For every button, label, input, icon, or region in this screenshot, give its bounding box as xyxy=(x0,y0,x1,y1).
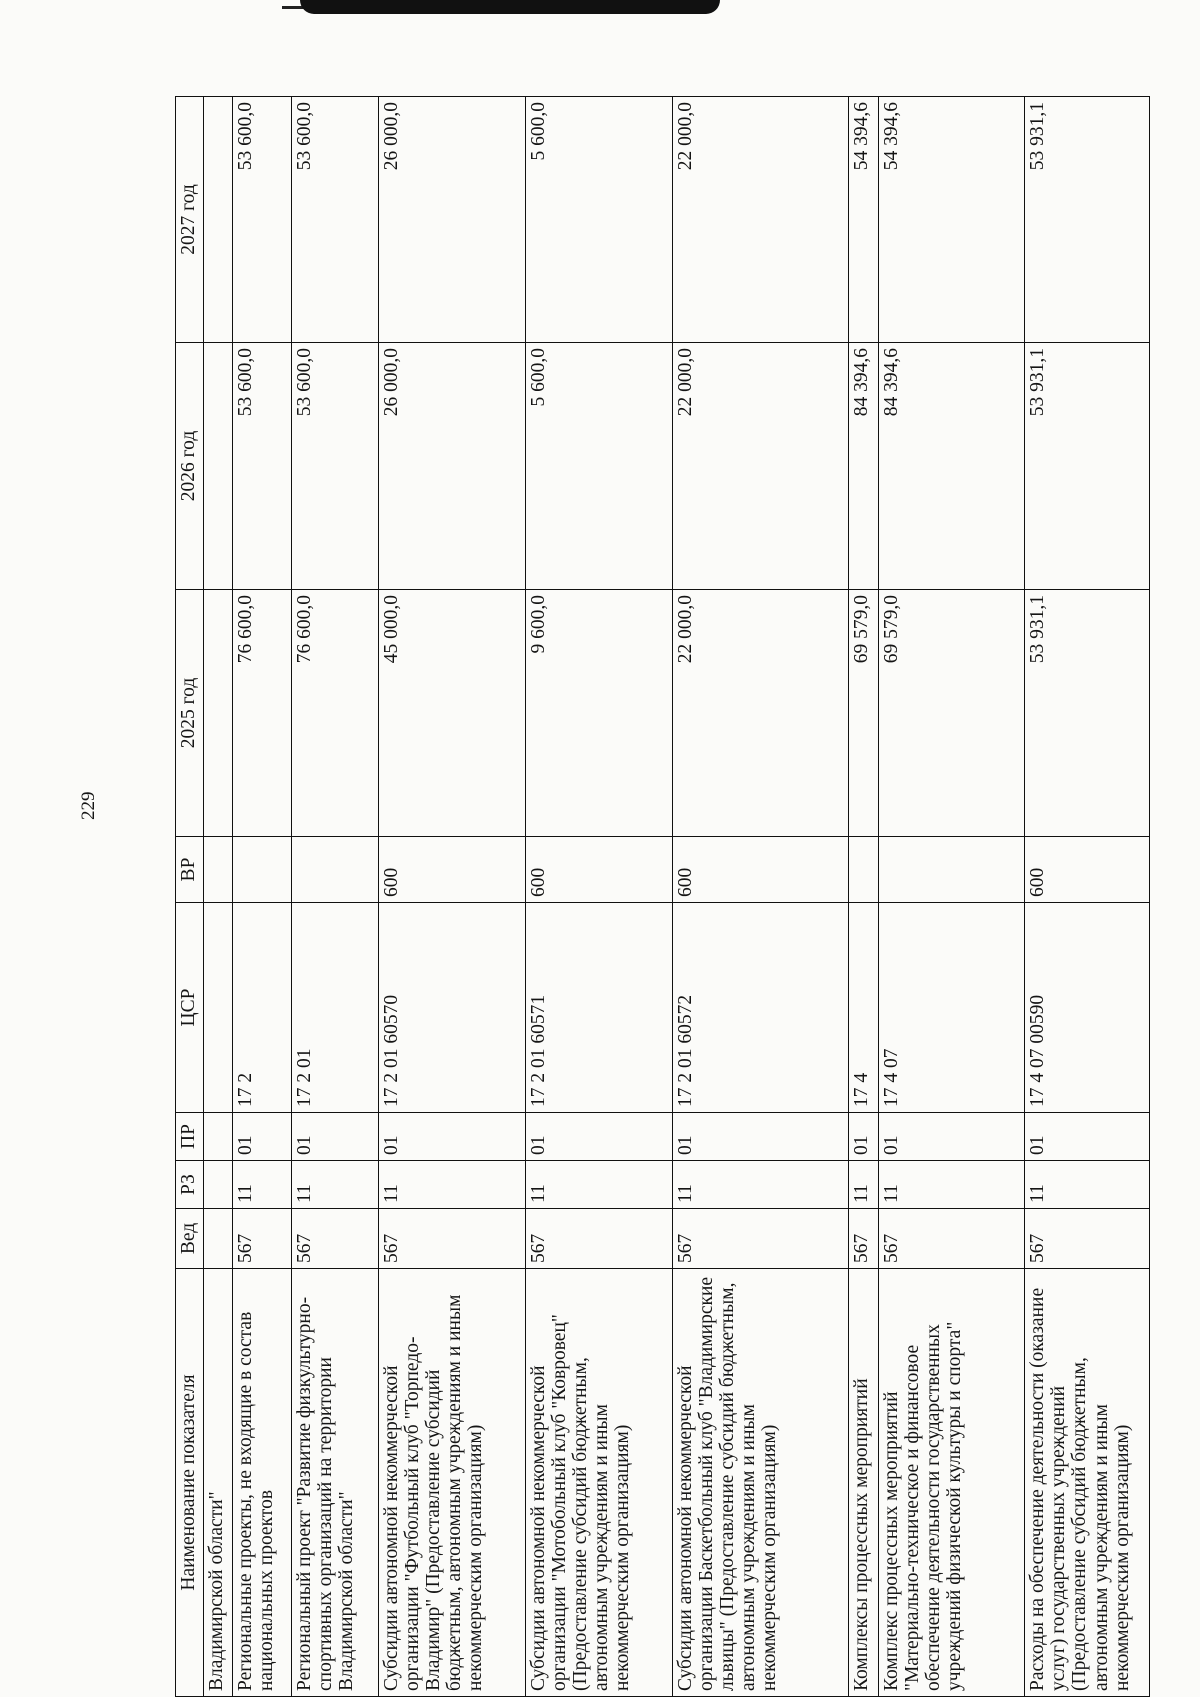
cell-pr: 01 xyxy=(849,1113,878,1161)
table-row xyxy=(379,97,526,1697)
cell-ved: 567 xyxy=(292,1209,379,1269)
cell-rz: 11 xyxy=(878,1161,1025,1209)
cell-y2026: 53 600,0 xyxy=(292,343,379,590)
cell-name: Комплексы процессных мероприятий xyxy=(849,1269,878,1697)
cell-y2025: 69 579,0 xyxy=(849,590,878,837)
cell-rz: 11 xyxy=(379,1161,526,1209)
header-cell: ЦСР xyxy=(176,903,204,1113)
cell-pr: 01 xyxy=(233,1113,292,1161)
cell-ved: 567 xyxy=(526,1209,673,1269)
cell-y2026: 5 600,0 xyxy=(526,343,673,590)
cell-name: Региональные проекты, не входящие в состав национальных проектов xyxy=(233,1269,292,1697)
table-row xyxy=(204,97,233,1697)
cell-pr: 01 xyxy=(379,1113,526,1161)
cell-pr: 01 xyxy=(672,1113,848,1161)
cell-name: Комплекс процессных мероприятий "Материально-техническое и финансовое обеспечение деятельности государственных учреждений физической культуры и спорта" xyxy=(878,1269,1025,1697)
table-row xyxy=(672,97,848,1697)
header-cell: Наименование показателя xyxy=(176,1269,204,1697)
cell-y2027: 54 394,6 xyxy=(878,97,1025,343)
cell-y2027: 54 394,6 xyxy=(849,97,878,343)
cell-ved: 567 xyxy=(849,1209,878,1269)
table-row xyxy=(292,97,379,1697)
cell-vr xyxy=(292,837,379,903)
header-cell: ПР xyxy=(176,1113,204,1161)
cell-name: Владимирской области" xyxy=(204,1269,233,1697)
cell-rz xyxy=(204,1161,233,1209)
cell-vr xyxy=(849,837,878,903)
header-cell: ВР xyxy=(176,837,204,903)
cell-csr: 17 2 01 60571 xyxy=(526,903,673,1113)
cell-y2025: 53 931,1 xyxy=(1025,590,1150,837)
cell-vr: 600 xyxy=(526,837,673,903)
cell-csr: 17 2 xyxy=(233,903,292,1113)
cell-y2027: 53 600,0 xyxy=(292,97,379,343)
cell-name: Субсидии автономной некоммерческой организации "Футбольный клуб "Торпедо-Владимир" (Предоставление субсидий бюджетным, автономным учреждениям и иным некоммерческим организациям) xyxy=(379,1269,526,1697)
cell-y2026: 26 000,0 xyxy=(379,343,526,590)
cell-ved: 567 xyxy=(1025,1209,1150,1269)
cell-vr xyxy=(878,837,1025,903)
cell-ved: 567 xyxy=(878,1209,1025,1269)
cell-y2026: 22 000,0 xyxy=(672,343,848,590)
cell-y2026: 84 394,6 xyxy=(878,343,1025,590)
cell-rz: 11 xyxy=(672,1161,848,1209)
cell-vr: 600 xyxy=(672,837,848,903)
header-cell: 2027 год xyxy=(176,97,204,343)
scan-mark xyxy=(300,0,720,14)
cell-pr: 01 xyxy=(1025,1113,1150,1161)
budget-table-frame xyxy=(175,97,1150,1697)
cell-ved xyxy=(204,1209,233,1269)
cell-csr: 17 2 01 60570 xyxy=(379,903,526,1113)
cell-name: Региональный проект "Развитие физкультурно-спортивных организаций на территории Владимирской области" xyxy=(292,1269,379,1697)
table-row xyxy=(1025,97,1150,1697)
cell-pr: 01 xyxy=(292,1113,379,1161)
cell-y2027: 22 000,0 xyxy=(672,97,848,343)
cell-y2027: 53 931,1 xyxy=(1025,97,1150,343)
cell-name: Расходы на обеспечение деятельности (оказание услуг) государственных учреждений (Предоставление субсидий бюджетным, автономным учреждениям и иным некоммерческим организациям) xyxy=(1025,1269,1150,1697)
cell-ved: 567 xyxy=(379,1209,526,1269)
header-cell: Вед xyxy=(176,1209,204,1269)
cell-rz: 11 xyxy=(233,1161,292,1209)
table-row xyxy=(233,97,292,1697)
cell-y2025: 76 600,0 xyxy=(233,590,292,837)
table-row xyxy=(526,97,673,1697)
cell-ved: 567 xyxy=(672,1209,848,1269)
cell-y2025: 45 000,0 xyxy=(379,590,526,837)
cell-rz: 11 xyxy=(1025,1161,1150,1209)
cell-pr: 01 xyxy=(878,1113,1025,1161)
table-header-row xyxy=(176,97,204,1697)
cell-rz: 11 xyxy=(292,1161,379,1209)
cell-csr: 17 2 01 60572 xyxy=(672,903,848,1113)
cell-name: Субсидии автономной некоммерческой организации Баскетбольный клуб "Владимирские львицы" (Предоставление субсидий бюджетным, автономным учреждениям и иным некоммерческим организациям) xyxy=(672,1269,848,1697)
cell-y2027 xyxy=(204,97,233,343)
cell-csr xyxy=(204,903,233,1113)
cell-pr: 01 xyxy=(526,1113,673,1161)
cell-y2025 xyxy=(204,590,233,837)
table-row xyxy=(849,97,878,1697)
cell-vr xyxy=(233,837,292,903)
cell-y2025: 9 600,0 xyxy=(526,590,673,837)
cell-rz: 11 xyxy=(849,1161,878,1209)
header-cell: 2025 год xyxy=(176,590,204,837)
cell-y2026: 53 600,0 xyxy=(233,343,292,590)
cell-y2027: 26 000,0 xyxy=(379,97,526,343)
cell-name: Субсидии автономной некоммерческой организации "Мотобольный клуб "Ковровец" (Предоставление субсидий бюджетным, автономным учреждениям и иным некоммерческим организациям) xyxy=(526,1269,673,1697)
cell-y2027: 5 600,0 xyxy=(526,97,673,343)
header-cell: 2026 год xyxy=(176,343,204,590)
header-cell: РЗ xyxy=(176,1161,204,1209)
cell-y2026 xyxy=(204,343,233,590)
cell-y2027: 53 600,0 xyxy=(233,97,292,343)
cell-y2026: 53 931,1 xyxy=(1025,343,1150,590)
cell-vr: 600 xyxy=(1025,837,1150,903)
cell-csr: 17 4 07 xyxy=(878,903,1025,1113)
cell-rz: 11 xyxy=(526,1161,673,1209)
cell-y2026: 84 394,6 xyxy=(849,343,878,590)
budget-table xyxy=(175,96,1150,1697)
cell-y2025: 76 600,0 xyxy=(292,590,379,837)
page-number: 229 xyxy=(78,791,99,820)
cell-csr: 17 4 xyxy=(849,903,878,1113)
cell-csr: 17 4 07 00590 xyxy=(1025,903,1150,1113)
cell-y2025: 69 579,0 xyxy=(878,590,1025,837)
cell-csr: 17 2 01 xyxy=(292,903,379,1113)
cell-vr: 600 xyxy=(379,837,526,903)
cell-pr xyxy=(204,1113,233,1161)
table-row xyxy=(878,97,1025,1697)
cell-y2025: 22 000,0 xyxy=(672,590,848,837)
cell-vr xyxy=(204,837,233,903)
cell-ved: 567 xyxy=(233,1209,292,1269)
